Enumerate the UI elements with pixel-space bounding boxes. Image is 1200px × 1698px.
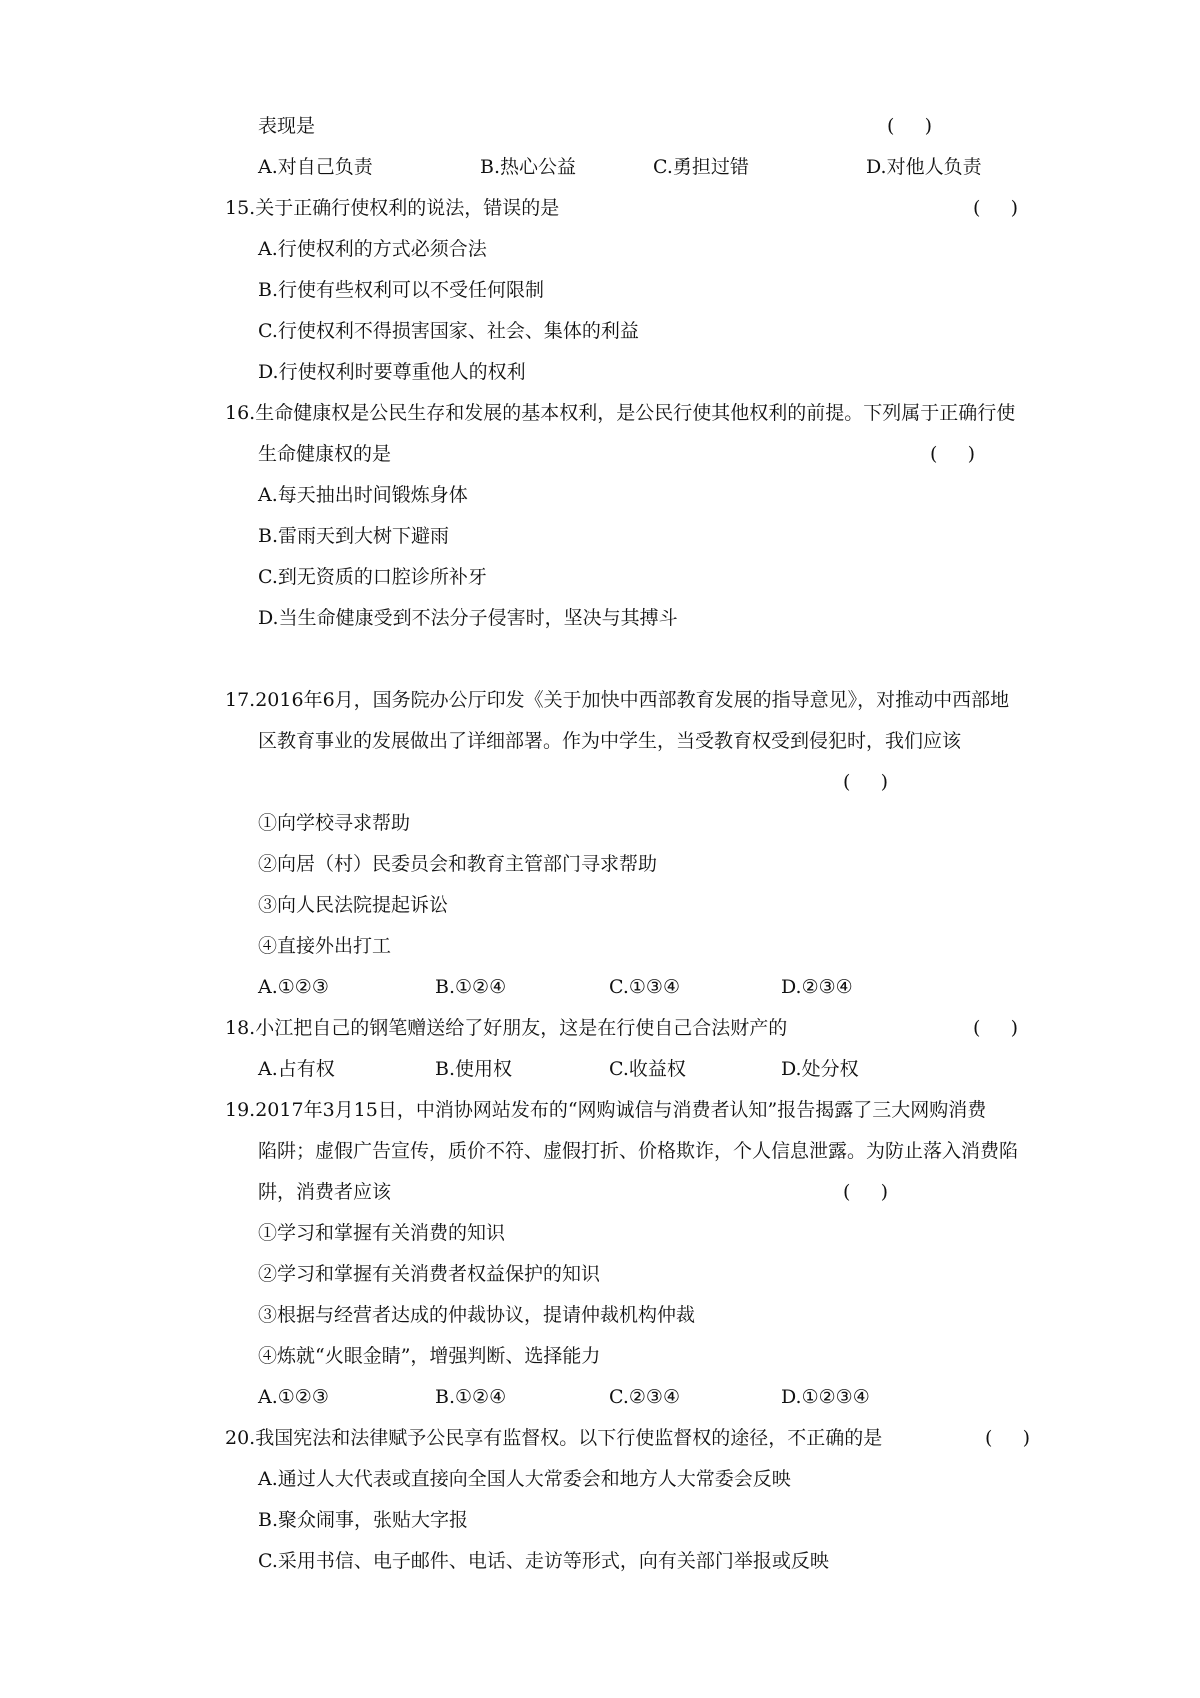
q17-item-1: ①向学校寻求帮助 [258,812,411,834]
q17-stem-line1: 17.2016年6月，国务院办公厅印发《关于加快中西部教育发展的指导意见》，对推动中西部地 [225,689,1010,711]
q16-stem-line2: 生命健康权的是 [258,443,392,465]
q17-stem-line2: 区教育事业的发展做出了详细部署。作为中学生，当受教育权受到侵犯时，我们应该 [258,730,962,752]
q18-options [0,1057,1200,1081]
q15-option-c: C.行使权利不得损害国家、社会、集体的利益 [258,320,639,342]
q18-option-c: C.收益权 [609,1058,686,1080]
q19-answer-blank: ( ) [843,1181,889,1203]
q17-item-4: ④直接外出打工 [258,935,392,957]
q14-option-d: D.对他人负责 [866,156,982,178]
q20-option-a: A.通过人大代表或直接向全国人大常委会和地方人大常委会反映 [258,1468,791,1490]
q19-item-4: ④炼就“火眼金睛”，增强判断、选择能力 [258,1345,601,1367]
q19-option-b: B.①②④ [435,1386,507,1408]
q16-option-a: A.每天抽出时间锻炼身体 [258,484,468,506]
q19-stem-line3: 阱，消费者应该 [258,1181,392,1203]
q18-option-d: D.处分权 [781,1058,859,1080]
q17-option-b: B.①②④ [435,976,507,998]
q16-option-c: C.到无资质的口腔诊所补牙 [258,566,487,588]
q19-option-d: D.①②③④ [781,1386,870,1408]
q19-stem-line1: 19.2017年3月15日，中消协网站发布的“网购诚信与消费者认知”报告揭露了三大网购消费 [225,1099,987,1121]
q15-option-b: B.行使有些权利可以不受任何限制 [258,279,545,301]
q19-item-2: ②学习和掌握有关消费者权益保护的知识 [258,1263,601,1285]
q18-option-a: A.占有权 [258,1058,335,1080]
q20-stem: 20.我国宪法和法律赋予公民享有监督权。以下行使监督权的途径，不正确的是 [225,1427,883,1449]
q14-option-a: A.对自己负责 [258,156,373,178]
q17-item-3: ③向人民法院提起诉讼 [258,894,449,916]
q20-answer-blank: ( ) [985,1427,1031,1449]
q15-stem: 15.关于正确行使权利的说法，错误的是 [225,197,560,219]
q17-options [0,975,1200,999]
q16-answer-blank: ( ) [930,443,976,465]
q17-answer-blank: ( ) [843,771,889,793]
q16-stem-line1: 16.生命健康权是公民生存和发展的基本权利，是公民行使其他权利的前提。下列属于正确行使 [225,402,1016,424]
q18-stem: 18.小江把自己的钢笔赠送给了好朋友，这是在行使自己合法财产的 [225,1017,788,1039]
q20-option-c: C.采用书信、电子邮件、电话、走访等形式，向有关部门举报或反映 [258,1550,829,1572]
q17-option-c: C.①③④ [609,976,680,998]
q19-stem-line2: 陷阱；虚假广告宣传，质价不符、虚假打折、价格欺诈，个人信息泄露。为防止落入消费陷 [258,1140,1019,1162]
q14-option-c: C.勇担过错 [653,156,749,178]
q14-answer-blank: ( ) [887,115,933,137]
q15-option-d: D.行使权利时要尊重他人的权利 [258,361,526,383]
q15-option-a: A.行使权利的方式必须合法 [258,238,487,260]
q17-option-a: A.①②③ [258,976,329,998]
q17-item-2: ②向居（村）民委员会和教育主管部门寻求帮助 [258,853,658,875]
q19-option-c: C.②③④ [609,1386,680,1408]
q19-item-3: ③根据与经营者达成的仲裁协议，提请仲裁机构仲裁 [258,1304,696,1326]
q14-stem-tail: 表现是 [258,115,316,137]
q15-answer-blank: ( ) [973,197,1019,219]
q19-option-a: A.①②③ [258,1386,329,1408]
q17-option-d: D.②③④ [781,976,853,998]
q16-option-b: B.雷雨天到大树下避雨 [258,525,450,547]
q14-options [0,155,1200,179]
q19-options [0,1385,1200,1409]
q16-option-d: D.当生命健康受到不法分子侵害时，坚决与其搏斗 [258,607,678,629]
q19-item-1: ①学习和掌握有关消费的知识 [258,1222,506,1244]
q20-option-b: B.聚众闹事，张贴大字报 [258,1509,469,1531]
q18-answer-blank: ( ) [973,1017,1019,1039]
q18-option-b: B.使用权 [435,1058,513,1080]
q14-option-b: B.热心公益 [480,156,577,178]
